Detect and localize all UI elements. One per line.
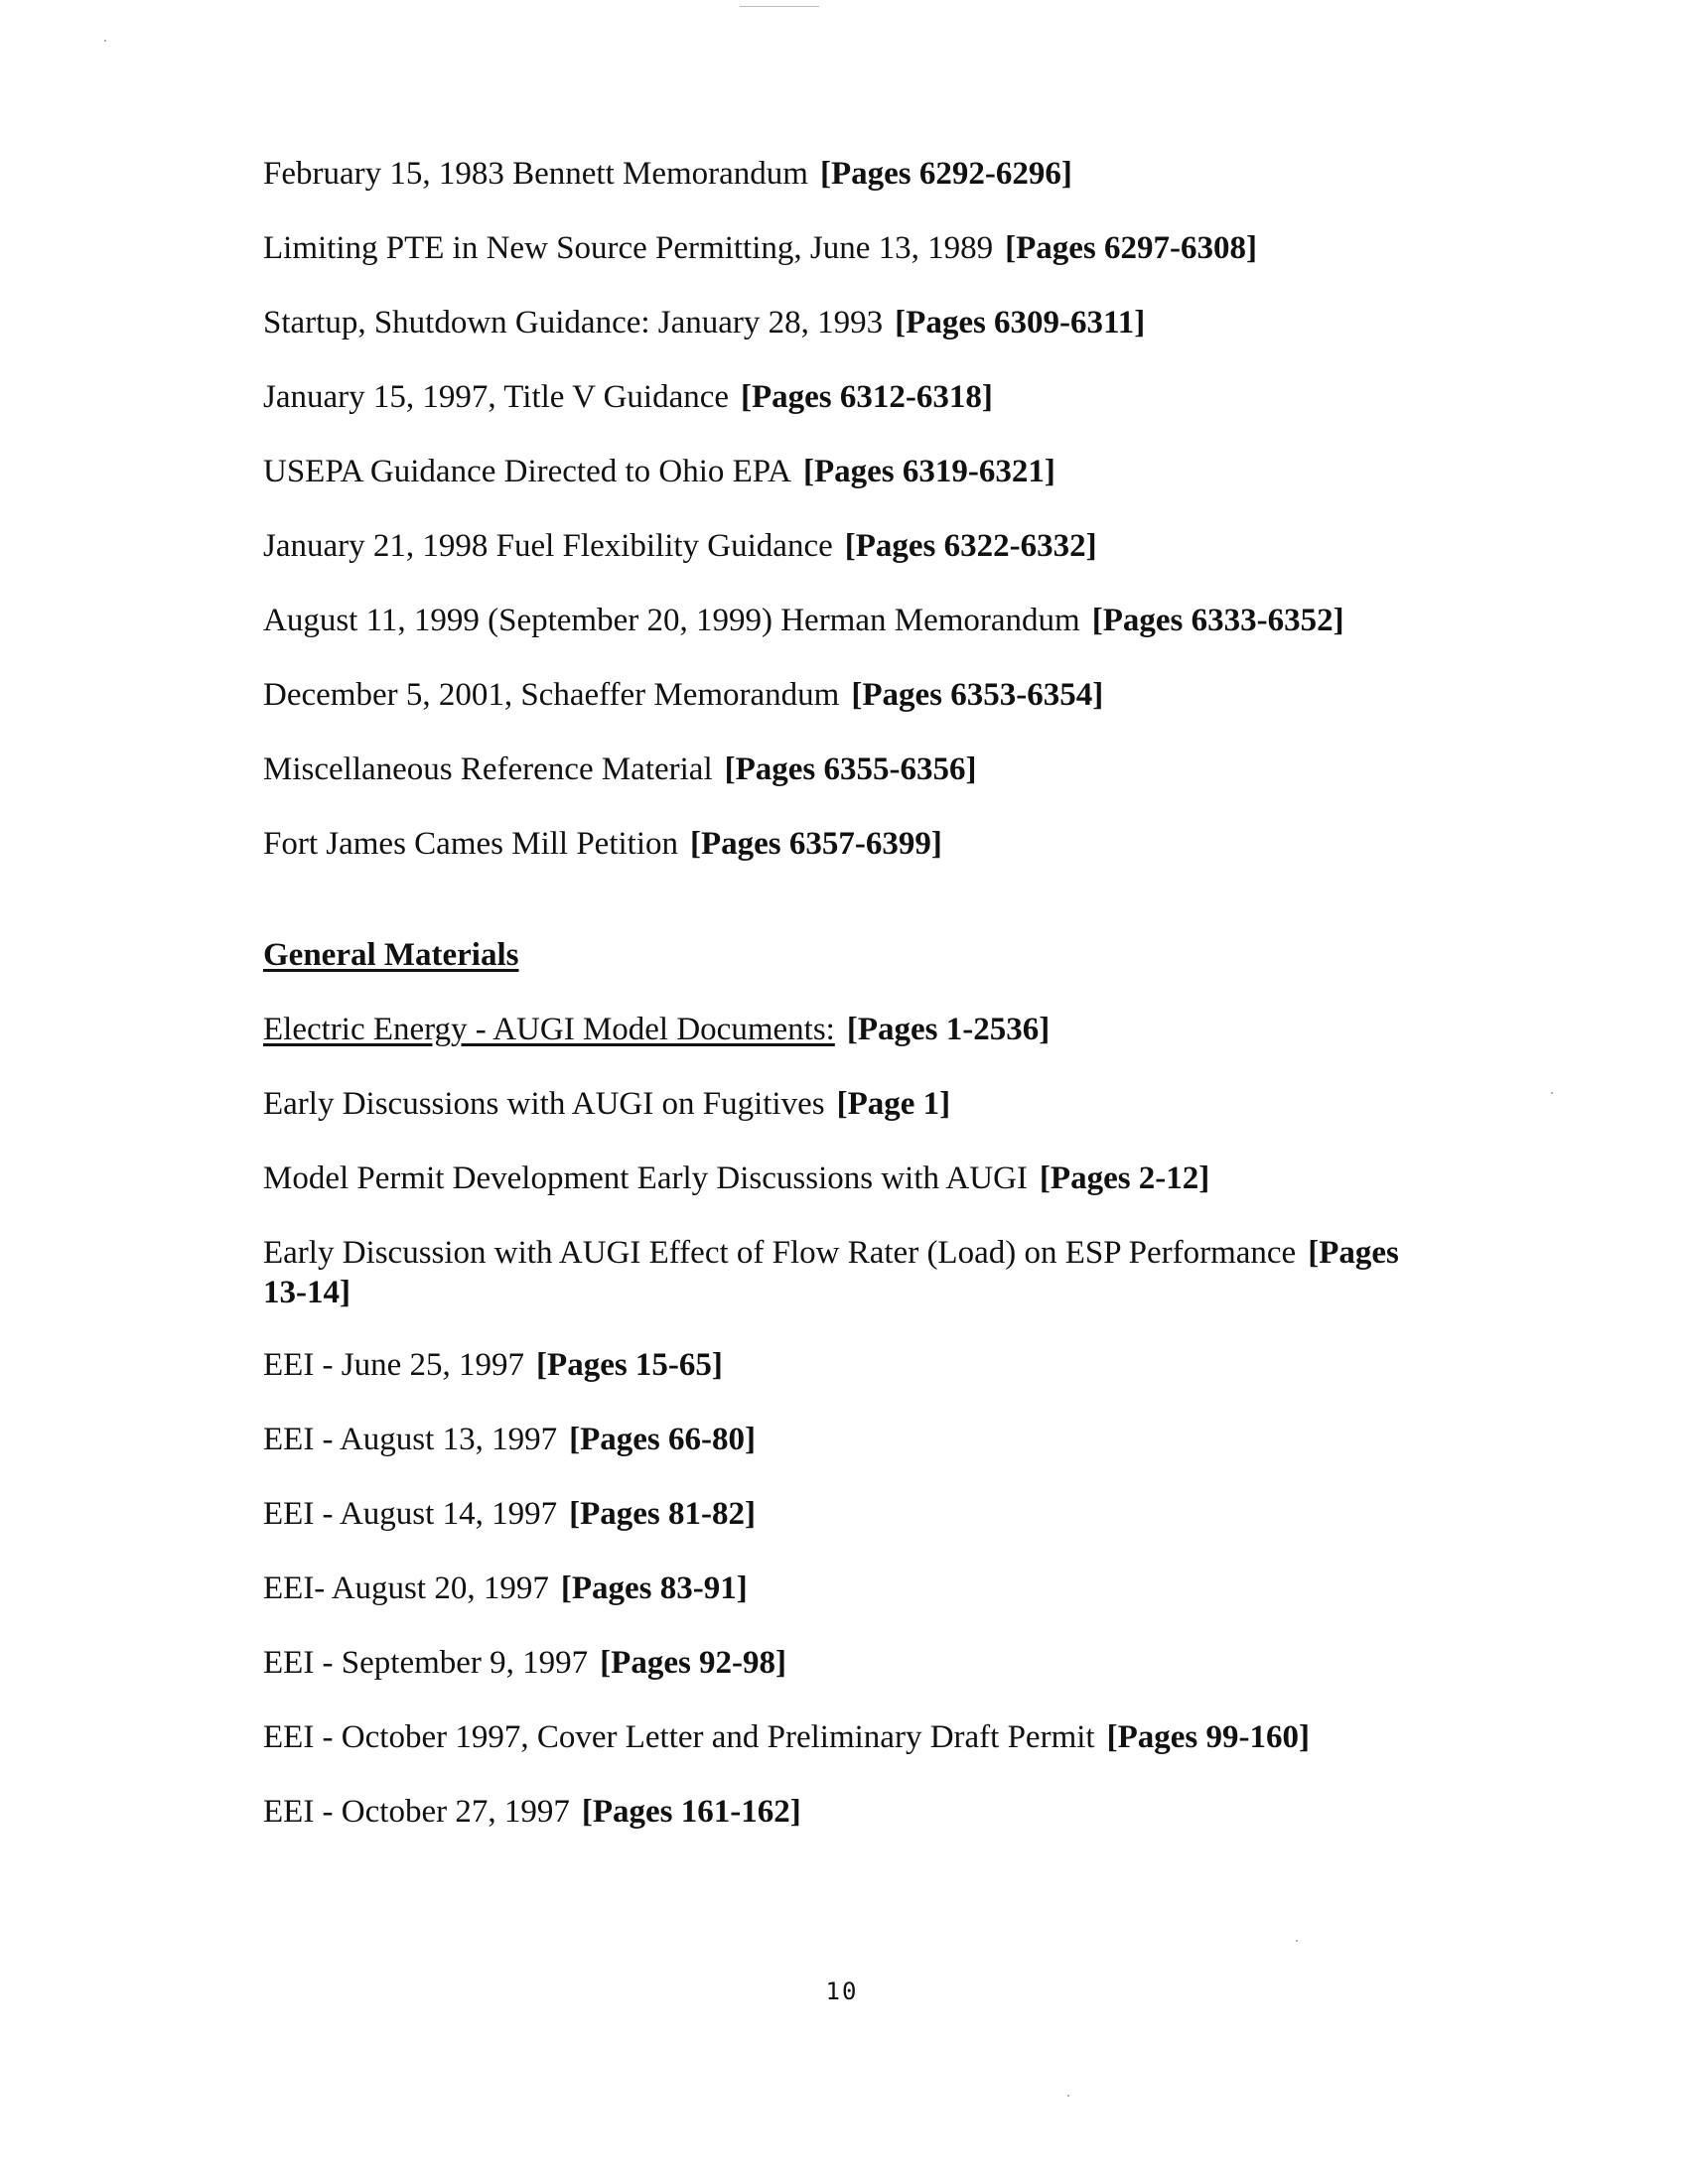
entry-title: Early Discussion with AUGI Effect of Flow Rater (Load) on ESP Performance: [263, 1235, 1297, 1271]
entry-title: USEPA Guidance Directed to Ohio EPA: [263, 454, 791, 489]
entry-pages: [Pages 13-14]: [263, 1235, 1399, 1310]
entry-pages: [Pages 83-91]: [560, 1570, 748, 1606]
entry-pages: [Pages 81-82]: [569, 1496, 756, 1532]
list-item: [263, 824, 942, 864]
entry-title: Model Permit Development Early Discussions with AUGI: [263, 1160, 1028, 1196]
entry-title: February 15, 1983 Bennett Memorandum: [263, 156, 808, 192]
entry-pages: [Pages 66-80]: [569, 1422, 756, 1457]
list-item: [263, 1159, 1209, 1198]
scan-speck: [1067, 2095, 1069, 2097]
entry-pages: [Pages 15-65]: [536, 1347, 723, 1383]
list-item: [263, 1717, 1310, 1757]
entry-pages: [Pages 6292-6296]: [819, 156, 1072, 192]
entry-pages: [Pages 6355-6356]: [724, 751, 977, 787]
entry-title: EEI - August 13, 1997: [263, 1422, 558, 1457]
entry-pages: [Pages 6333-6352]: [1091, 603, 1344, 638]
entry-title: EEI - June 25, 1997: [263, 1347, 525, 1383]
entry-title: Startup, Shutdown Guidance: January 28, 1993: [263, 305, 884, 341]
entry-pages: [Pages 6357-6399]: [690, 826, 942, 862]
list-item: [263, 1569, 748, 1608]
entry-title: EEI - October 1997, Cover Letter and Preliminary Draft Permit: [263, 1719, 1095, 1755]
entry-title: Early Discussions with AUGI on Fugitives: [263, 1086, 825, 1122]
scan-speck: [1296, 1940, 1298, 1942]
scan-speck: [740, 6, 819, 7]
entry-pages: [Pages 99-160]: [1106, 1719, 1310, 1755]
list-item: [263, 1792, 801, 1832]
entry-title: Fort James Cames Mill Petition: [263, 826, 678, 862]
subheading: [263, 1010, 1050, 1049]
list-item: [263, 452, 1055, 491]
entry-pages: [Pages 92-98]: [600, 1645, 787, 1681]
entry-pages: [Pages 6322-6332]: [844, 528, 1097, 564]
list-item: [263, 303, 1145, 342]
entry-pages: [Pages 6312-6318]: [741, 379, 993, 415]
entry-pages: [Pages 2-12]: [1039, 1160, 1210, 1196]
list-item: [263, 1643, 786, 1683]
entry-title: Miscellaneous Reference Material: [263, 751, 713, 787]
list-item: [263, 1420, 756, 1459]
list-item: [263, 154, 1072, 194]
page-number: 10: [825, 1978, 859, 2005]
list-item: [263, 1233, 1415, 1312]
list-item: [263, 675, 1103, 715]
list-item: [263, 526, 1097, 566]
entry-pages: [Page 1]: [836, 1086, 951, 1122]
entry-title: EEI - October 27, 1997: [263, 1794, 570, 1830]
list-item: [263, 1345, 723, 1385]
entry-title: EEI - August 14, 1997: [263, 1496, 558, 1532]
scan-speck: [104, 40, 106, 42]
entry-pages: [Pages 6309-6311]: [895, 305, 1146, 341]
subheading-title: Electric Energy - AUGI Model Documents:: [263, 1012, 835, 1047]
list-item: [263, 1084, 950, 1124]
list-item: [263, 377, 993, 417]
entry-pages: [Pages 161-162]: [581, 1794, 801, 1830]
list-item: [263, 750, 977, 789]
list-item: [263, 1494, 756, 1534]
scan-speck: [1551, 1092, 1553, 1094]
entry-pages: [Pages 6353-6354]: [851, 677, 1104, 713]
subheading-pages: [Pages 1-2536]: [846, 1012, 1051, 1047]
entry-title: EEI- August 20, 1997: [263, 1570, 549, 1606]
entry-title: Limiting PTE in New Source Permitting, June 13, 1989: [263, 230, 994, 266]
list-item: [263, 601, 1344, 640]
entry-title: August 11, 1999 (September 20, 1999) Herman Memorandum: [263, 603, 1080, 638]
entry-title: January 15, 1997, Title V Guidance: [263, 379, 730, 415]
section-heading: General Materials: [263, 937, 519, 973]
entry-title: EEI - September 9, 1997: [263, 1645, 589, 1681]
entry-title: December 5, 2001, Schaeffer Memorandum: [263, 677, 840, 713]
entry-title: January 21, 1998 Fuel Flexibility Guidance: [263, 528, 833, 564]
entry-pages: [Pages 6297-6308]: [1005, 230, 1257, 266]
list-item: [263, 228, 1257, 268]
entry-pages: [Pages 6319-6321]: [802, 454, 1055, 489]
